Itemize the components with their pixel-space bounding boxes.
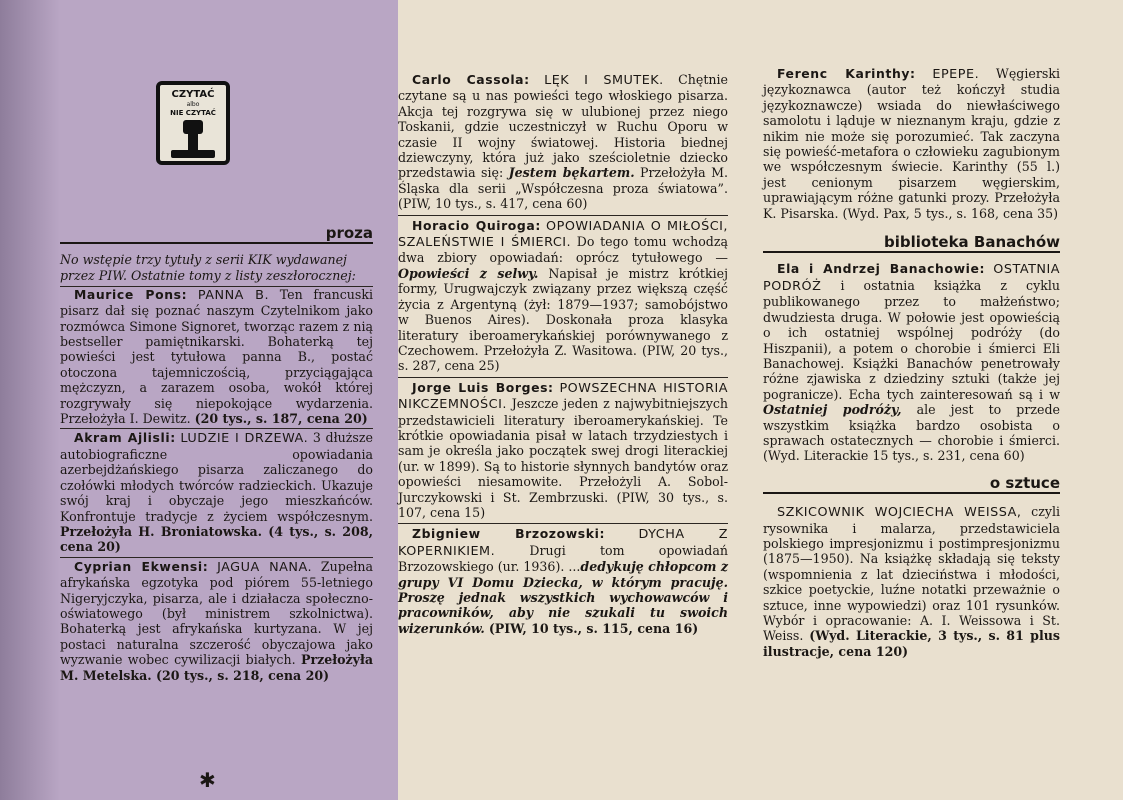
pons-author: Maurice Pons: [74, 286, 188, 302]
weiss-info: (Wyd. Literackie, 3 tys., s. 81 plus ilustracje, cena 120) [763, 628, 1060, 659]
weiss-title: SZKICOWNIK WOJCIECHA WEISSA, [777, 505, 1022, 521]
cassola-italic: Jestem bękartem. [508, 165, 635, 181]
ajlisli-title: LUDZIE I DRZEWA. [180, 431, 309, 447]
review-quiroga [398, 218, 728, 374]
review-brzozowski [398, 526, 728, 636]
quiroga-italic: Opowieści z selwy. [398, 265, 539, 281]
ekwensi-author: Cyprian Ekwensi: [74, 558, 209, 574]
review-weiss [763, 504, 1060, 659]
rule-3 [398, 215, 728, 216]
banach-text2: ale jest to przede wszystkim książka bardzo osobista o sprawach ostatecznych — chorobie i śmierci. (Wyd. Literackie 15 tys., s. 231, cena 60) [763, 402, 1060, 464]
banach-title: OSTATNIA PODRÓŻ [763, 262, 1060, 294]
star-ornament: ✱ [199, 768, 216, 792]
banach-text1: i ostatnia książka z cyklu publikowanego przez to małżeństwo; dwudziesta druga. W połowie jest opowieścią o ich ostatniej wspólnej podróży (do Hiszpanii), a potem o chorobie i śmierci Eli Banachowej. Książki Banachów penetrowały różne zjawiska z dziedziny sztuki (także jej pogranicze). Echa tych zainteresowań są i w [763, 277, 1060, 402]
cassola-text2: Przełożyła M. Śląska dla serii „Współczesna proza światowa”. (PIW, 10 tys., s. 417, cena 60) [398, 165, 728, 212]
quiroga-text1: Do tego tomu wchodzą dwa zbiory opowiadań: oprócz tytułowego — [398, 234, 728, 266]
review-banach [763, 261, 1060, 463]
banach-author: Ela i Andrzej Banachowie: [777, 261, 986, 277]
weiss-text1: czyli rysownika i malarza, przedstawiciela polskiego impresjonizmu i postimpresjonizmu (1875—1950). Na książkę składają się teksty (wspomnienia z lat dzieciństwa i młodości, szkice poetyckie, luźne notatki przeważnie o sztuce, inne wypowiedzi) oraz 101 rysunków. Wybór i opracowanie: A. I. Weissowa i St. Weiss. [763, 504, 1060, 644]
brzozowski-italic: dedykuję chłopcom z grupy VI Domu Dziecka, w którym pracuję. Proszę jednak wszystkich wychowawców i pracowników, aby nie szukali tu swoich wizerunków. [398, 559, 728, 636]
rule-4 [398, 377, 728, 378]
karinthy-title: EPEPE. [932, 67, 980, 82]
brzozowski-title: DYCHA Z KOPERNIKIEM. [398, 527, 728, 559]
ekwensi-title: JAGUA NANA. [217, 559, 313, 575]
cassola-author: Carlo Cassola: [412, 72, 530, 87]
column-3 [763, 0, 1060, 659]
ajlisli-text: 3 dłuższe autobiograficzne opowiadania azerbejdżańskiego pisarza zaliczanego do czołówki młodych twórców radzieckich. Ukazuje swój kraj i obyczaje jego mieszkańców. Konfrontuje tradycje z życiem współczesnym. [60, 430, 373, 524]
review-ajlisli [60, 430, 373, 554]
ekwensi-text: Zupełna afrykańska egzotyka pod piórem 55-letniego Nigeryjczyka, pisarza, ale i działacza społeczno-oświatowego (był ministrem szkolnictwa). Bohaterką jest afrykańska kurtyzana. W jej postaci naturalna szczerość obyczajowa jako wyzwanie wobec cywilizacji białych. [60, 558, 373, 668]
rule-2 [60, 557, 373, 558]
quiroga-author: Horacio Quiroga: [412, 217, 541, 233]
cassola-title: LĘK I SMUTEK. [544, 73, 664, 88]
brzozowski-info: (PIW, 10 tys., s. 115, cena 16) [488, 620, 699, 636]
borges-title: POWSZECHNA HISTORIA NIKCZEMNOŚCI. [398, 380, 728, 413]
column-2 [398, 0, 728, 636]
quiroga-title: OPOWIADANIA O MIŁOŚCI, SZALEŃSTWIE I ŚMIERCI. [398, 218, 728, 251]
section-biblioteka: biblioteka Banachów [763, 235, 1060, 253]
column-1 [60, 0, 373, 683]
brzozowski-text1: Drugi tom opowiadań Brzozowskiego (ur. 1936). ... [398, 542, 728, 575]
brzozowski-author: Zbigniew Brzozowski: [412, 526, 605, 542]
borges-author: Jorge Luis Borges: [412, 379, 554, 395]
ajlisli-info: Przełożyła H. Broniatowska. (4 tys., s. 208, cena 20) [60, 523, 373, 555]
logo-line2: albo [186, 101, 200, 108]
karinthy-author: Ferenc Karinthy: [777, 66, 916, 81]
review-cassola [398, 72, 728, 212]
karinthy-text: Węgierski językoznawca (autor też kończył studia językoznawcze) wsiada do niewłaściwego samolotu i ląduje w nieznanym kraju, gdzie z nikim nie może się porozumieć. Tak zaczyna się powieść-metafora o człowieku zagubionym we współczesnym świecie. Karinthy (55 l.) jest cenionym pisarzem węgierskim, uprawiającym różne gatunki prozy. Przełożyła K. Pisarska. (Wyd. Pax, 5 tys., s. 168, cena 35) [763, 66, 1060, 221]
proza-intro: No wstępie trzy tytuły z serii KIK wydawanej przez PIW. Ostatnie tomy z listy zeszłorocznej: [60, 252, 356, 283]
review-karinthy [763, 66, 1060, 221]
ajlisli-author: Akram Ajlisli: [74, 430, 176, 446]
pons-title: PANNA B. [197, 287, 270, 303]
section-sztuce: o sztuce [763, 476, 1060, 494]
banach-italic: Ostatniej podróży, [763, 402, 902, 418]
cassola-text1: Chętnie czytane są u nas powieści tego włoskiego pisarza. Akcja tej rozgrywa się w ulubionej przez niego Toskanii, gdzie uczestniczył w Ruchu Oporu w czasie II wojny światowej. Historia biednej dziewczyny, która już jako sześcioletnie dziecko przedstawia się: [398, 72, 728, 181]
review-borges [398, 380, 728, 521]
quiroga-text2: Napisał je mistrz krótkiej formy, Urugwajczyk związany przez większą część życia z Argentyną (żył: 1879—1937; samobójstwo w Buenos Aires). Doskonała proza klasyka literatury iberoamerykańskiej porównywanego z Czechowem. Przełożyła Z. Wasitowa. (PIW, 20 tys., s. 287, cena 25) [398, 265, 728, 374]
section-proza: proza [60, 226, 373, 244]
rule-5 [398, 523, 728, 524]
pons-info: (20 tys., s. 187, cena 20) [194, 411, 368, 427]
logo-line1: CZYTAĆ [171, 89, 215, 100]
borges-text: Jeszcze jeden z najwybitniejszych przedstawicieli literatury iberoamerykańskiej. Te krótkie opowiadania pisał w latach trzydziestych i sam je określa jako początek swej drogi literackiej (ur. w 1899). Są to historie słynnych bandytów oraz opowieści niesamowite. Przełożyli A. Sobol-Jurczykowski i St. Zembrzuski. (PIW, 30 tys., s. 107, cena 15) [398, 396, 728, 520]
rule-1 [60, 428, 373, 429]
review-pons [60, 287, 373, 427]
review-ekwensi [60, 559, 373, 683]
logo-line3: NIE CZYTAĆ [170, 109, 216, 117]
ekwensi-info: Przełożyła M. Metelska. (20 tys., s. 218, cena 20) [60, 652, 373, 683]
panel-shadow [0, 0, 60, 800]
pons-text: Ten francuski pisarz dał się poznać naszym Czytelnikom jako rozmówca Simone Signoret, tworząc razem z nią bestseller pamiętnikarski. Bohaterką tej powieści jest tytułowa panna B., postać otoczona tajemniczością, przyciągająca mężczyzn, a zarazem osoba, wokół której rozgrywały się niepokojące wydarzenia. Przełożyła I. Dewitz. [60, 286, 373, 427]
